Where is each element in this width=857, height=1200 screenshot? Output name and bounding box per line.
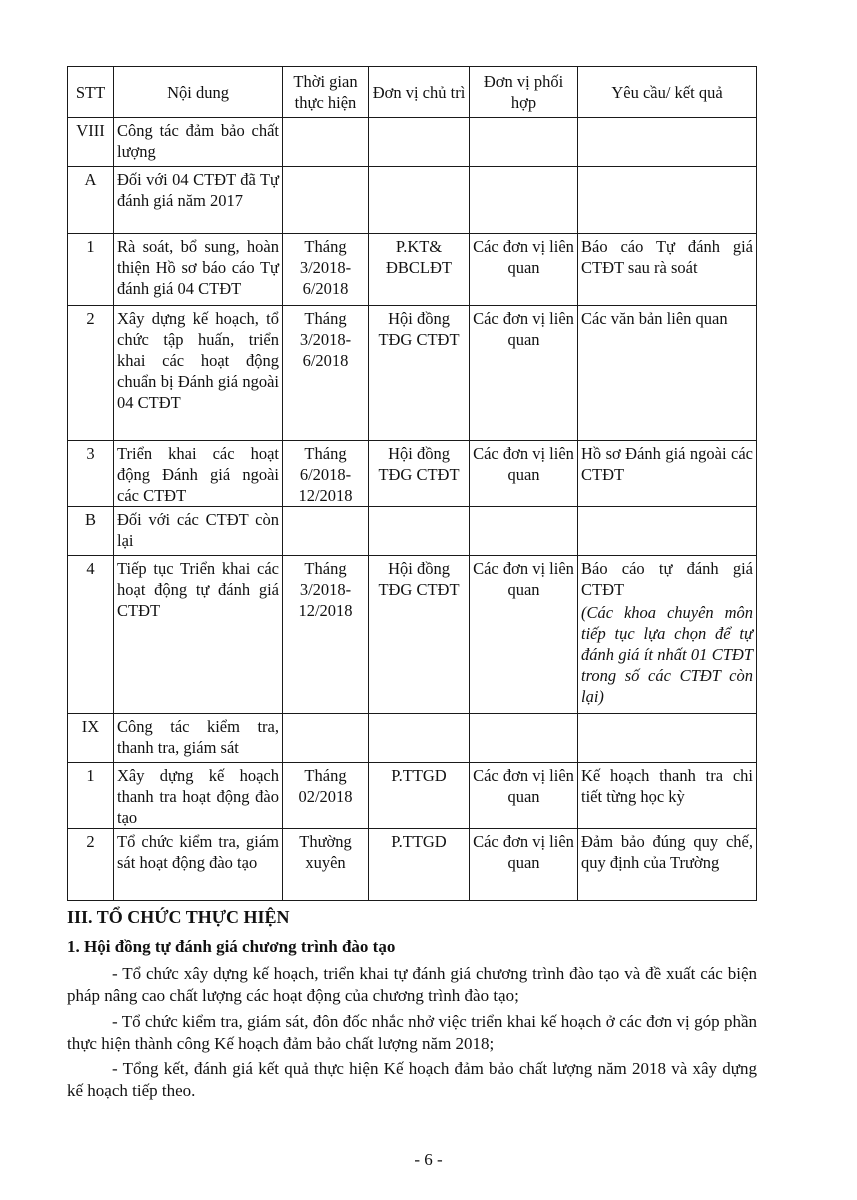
cell-lead-unit [369,167,470,234]
cell-lead-unit [369,556,470,714]
cell-stt-text: A [84,170,97,189]
cell-result [578,714,757,763]
cell-result [578,829,757,901]
cell-lead-unit-text: Hội đồng TĐG CTĐT [378,559,460,599]
cell-lead-unit [369,118,470,167]
cell-time [283,556,369,714]
cell-time-text: Tháng 3/2018-12/2018 [298,559,353,620]
table-row [68,556,757,714]
cell-time [283,167,369,234]
cell-content-text: Công tác đảm bảo chất lượng [117,121,279,161]
cell-cooperating-unit [470,306,578,441]
table-row [68,234,757,306]
header-content: Nội dung [114,67,283,118]
paragraph [67,963,757,1007]
cell-stt-text: 1 [86,766,95,785]
cell-time-text: Tháng 02/2018 [298,766,353,806]
cell-cooperating-unit [470,829,578,901]
cell-time-text: Tháng 6/2018-12/2018 [298,444,353,505]
cell-time-text: Tháng 3/2018-6/2018 [299,237,352,298]
cell-stt [68,441,114,507]
cell-stt [68,118,114,167]
cell-result [578,167,757,234]
cell-lead-unit [369,507,470,556]
paragraph-text: - Tổ chức kiểm tra, giám sát, đôn đốc nhắc nhở việc triển khai kế hoạch ở các đơn vị góp phần thực hiện thành công Kế hoạch đảm bảo chất lượng năm 2018; [67,1012,757,1053]
cell-result [578,763,757,829]
cell-result-text: Báo cáo tự đánh giá CTĐT [581,559,753,599]
page-number: - 6 - [414,1150,443,1169]
table-row [68,118,757,167]
cell-result [578,507,757,556]
table-row [68,714,757,763]
cell-lead-unit [369,234,470,306]
cell-time [283,714,369,763]
cell-lead-unit [369,763,470,829]
cell-lead-unit [369,714,470,763]
cell-lead-unit-text: P.KT& ĐBCLĐT [386,237,452,277]
table-row [68,829,757,901]
paragraph-text: - Tổ chức xây dựng kế hoạch, triển khai tự đánh giá chương trình đào tạo và đề xuất các biện pháp nâng cao chất lượng các hoạt động của chương trình đào tạo; [67,964,757,1005]
cell-result-text: Báo cáo Tự đánh giá CTĐT sau rà soát [581,237,753,277]
cell-stt-text: 3 [86,444,95,463]
cell-content [114,234,283,306]
cell-cooperating-unit [470,167,578,234]
cell-stt [68,507,114,556]
cell-result-text: Các văn bản liên quan [581,309,728,328]
cell-lead-unit-text: P.TTGD [391,832,447,851]
cell-lead-unit-text: Hội đồng TĐG CTĐT [378,444,460,484]
cell-content-text: Rà soát, bổ sung, hoàn thiện Hồ sơ báo cáo Tự đánh giá 04 CTĐT [117,237,279,298]
cell-lead-unit-text: Hội đồng TĐG CTĐT [378,309,460,349]
cell-cooperating-unit [470,763,578,829]
paragraph [67,1011,757,1055]
cell-time [283,118,369,167]
cell-cooperating-unit-text: Các đơn vị liên quan [473,237,574,277]
paragraph-text: - Tổng kết, đánh giá kết quả thực hiện Kế hoạch đảm bảo chất lượng năm 2018 và xây dựng kế hoạch tiếp theo. [67,1059,757,1100]
cell-stt-text: IX [81,717,100,736]
header-lead-unit: Đơn vị chủ trì [369,67,470,118]
cell-content [114,556,283,714]
cell-cooperating-unit [470,714,578,763]
table-row [68,763,757,829]
table-row [68,441,757,507]
plan-table [67,66,757,901]
table-header-row [68,67,757,118]
cell-content [114,167,283,234]
cell-result [578,118,757,167]
cell-content-text: Đối với 04 CTĐT đã Tự đánh giá năm 2017 [117,170,279,210]
cell-lead-unit [369,441,470,507]
cell-time [283,507,369,556]
cell-stt [68,234,114,306]
cell-cooperating-unit-text: Các đơn vị liên quan [473,444,574,484]
cell-cooperating-unit [470,118,578,167]
cell-content-text: Tổ chức kiểm tra, giám sát hoạt động đào tạo [117,832,279,872]
cell-stt [68,714,114,763]
cell-content [114,306,283,441]
table-row [68,507,757,556]
cell-content-text: Triển khai các hoạt động Đánh giá ngoài các CTĐT [117,444,279,505]
table-row [68,306,757,441]
cell-stt [68,556,114,714]
cell-stt [68,167,114,234]
cell-cooperating-unit [470,556,578,714]
cell-content-text: Xây dựng kế hoạch, tổ chức tập huấn, triển khai các hoạt động chuẩn bị Đánh giá ngoài 04 CTĐT [117,309,279,412]
header-cooperating-unit: Đơn vị phối hợp [470,67,578,118]
cell-time [283,234,369,306]
cell-time-text: Tháng 3/2018-6/2018 [299,309,352,370]
cell-content-text: Tiếp tục Triển khai các hoạt động tự đánh giá CTĐT [117,559,279,620]
cell-result-note: (Các khoa chuyên môn tiếp tục lựa chọn để tự đánh giá ít nhất 01 CTĐT trong số các CTĐT còn lại) [581,603,753,706]
cell-cooperating-unit [470,507,578,556]
cell-result-text: Kế hoạch thanh tra chi tiết từng học kỳ [581,766,753,806]
cell-result-text: Hồ sơ Đánh giá ngoài các CTĐT [581,444,753,484]
cell-content-text: Công tác kiểm tra, thanh tra, giám sát [117,717,279,757]
cell-stt-text: VIII [76,121,105,140]
cell-stt-text: 1 [86,237,95,256]
cell-content [114,763,283,829]
cell-cooperating-unit [470,234,578,306]
cell-time [283,306,369,441]
cell-time [283,441,369,507]
header-time: Thời gian thực hiện [283,67,369,118]
cell-cooperating-unit-text: Các đơn vị liên quan [473,832,574,872]
cell-stt [68,306,114,441]
cell-stt-text: 4 [86,559,95,578]
cell-content-text: Đối với các CTĐT còn lại [117,510,279,550]
cell-time [283,829,369,901]
cell-cooperating-unit-text: Các đơn vị liên quan [473,309,574,349]
cell-content [114,441,283,507]
section-subheading: 1. Hội đồng tự đánh giá chương trình đào tạo [67,937,396,956]
table-row [68,167,757,234]
header-stt: STT [68,67,114,118]
header-result: Yêu cầu/ kết quả [578,67,757,118]
cell-result [578,441,757,507]
cell-lead-unit-text: P.TTGD [391,766,447,785]
cell-result [578,234,757,306]
cell-content [114,507,283,556]
cell-stt-text: 2 [86,309,95,328]
cell-lead-unit [369,829,470,901]
cell-time [283,763,369,829]
cell-stt [68,829,114,901]
cell-result-text: Đảm bảo đúng quy chế, quy định của Trường [581,832,753,872]
cell-content [114,118,283,167]
paragraph [67,1058,757,1102]
section-heading: III. TỔ CHỨC THỰC HIỆN [67,907,290,927]
cell-result [578,556,757,714]
cell-time-text: Thường xuyên [299,832,352,872]
cell-stt [68,763,114,829]
cell-cooperating-unit [470,441,578,507]
cell-cooperating-unit-text: Các đơn vị liên quan [473,766,574,806]
cell-cooperating-unit-text: Các đơn vị liên quan [473,559,574,599]
cell-result [578,306,757,441]
cell-content [114,829,283,901]
cell-content-text: Xây dựng kế hoạch thanh tra hoạt động đào tạo [117,766,279,827]
cell-stt-text: 2 [86,832,95,851]
cell-content [114,714,283,763]
cell-lead-unit [369,306,470,441]
cell-stt-text: B [84,510,96,529]
